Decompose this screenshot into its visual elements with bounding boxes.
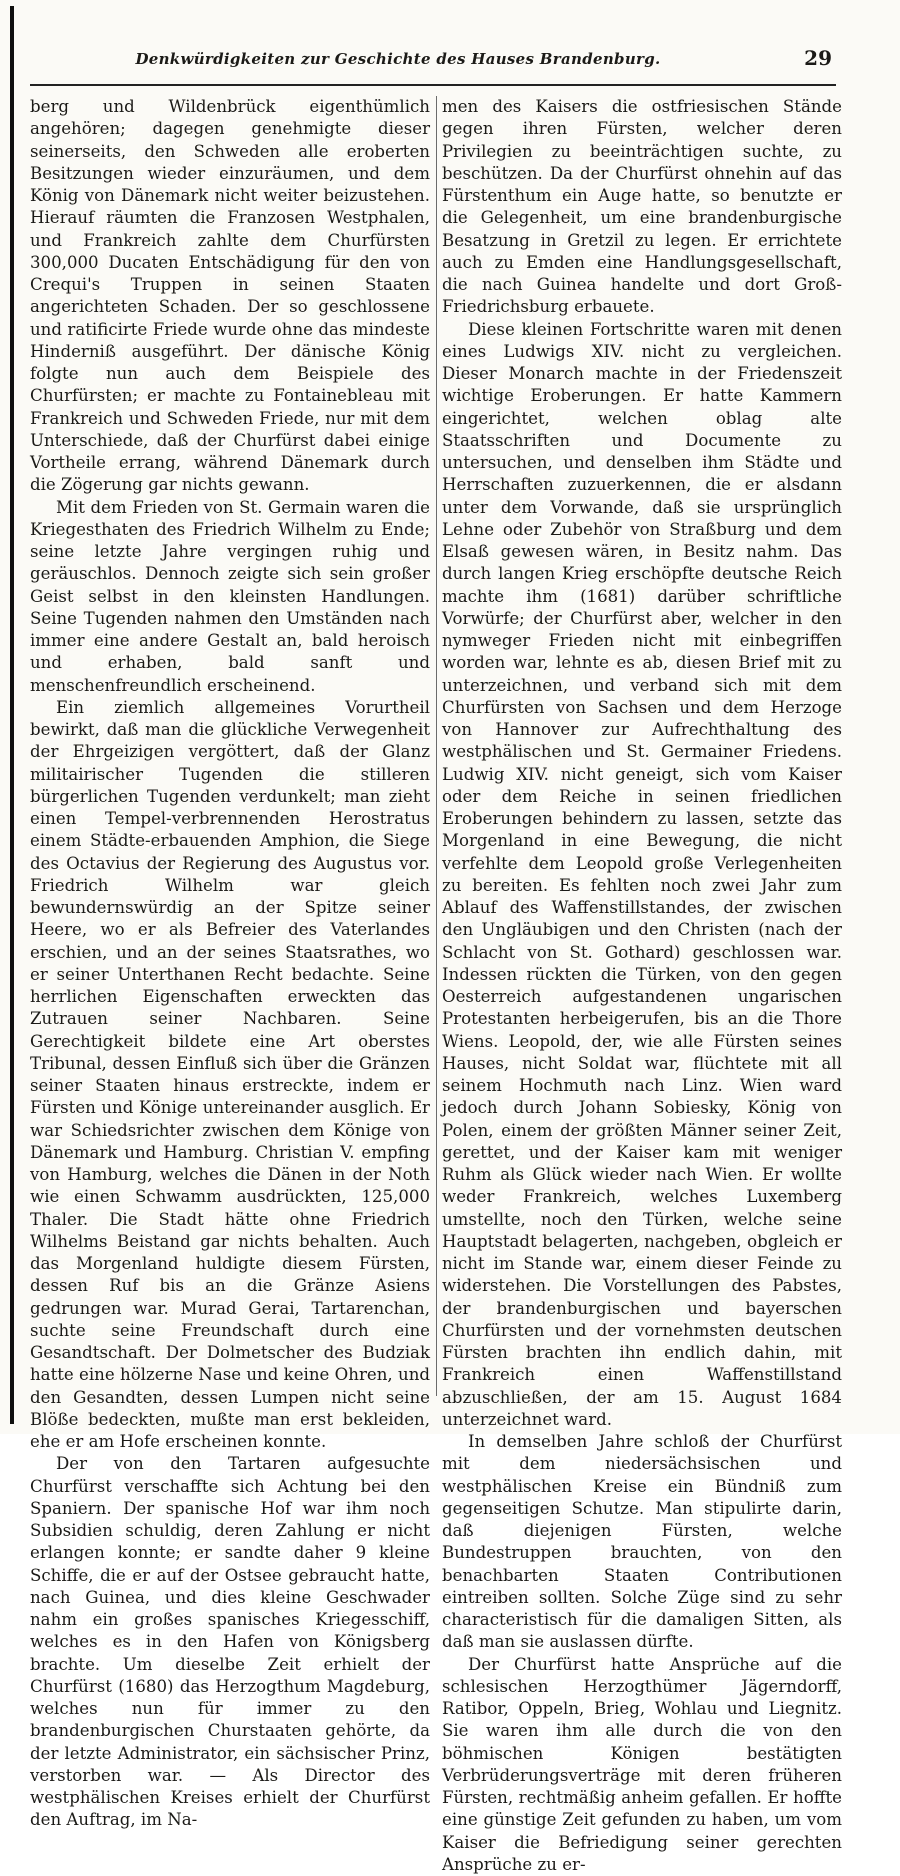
paragraph: berg und Wildenbrück eigenthümlich angehören; dagegen genehmigte dieser seinerseits, den Schweden alle eroberten Besitzungen wieder einzuräumen, und dem König von Dänemark nicht weiter beizustehen. Hierauf räumten die Franzosen Westphalen, und Frankreich zahlte dem Churfürsten 300,000 Ducaten Entschädigung für den von Crequi's Truppen in seinen Staaten angerichteten Schaden. Der so geschlossene und ratificirte Friede wurde ohne das mindeste Hinderniß ausgeführt. Der dänische König folgte nun auch dem Beispiele des Churfürsten; er machte zu Fontainebleau mit Frankreich und Schweden Friede, nur mit dem Unterschiede, daß der Churfürst dabei einige Vortheile errang, während Dänemark durch die Zögerung gar nichts gewann. [30, 96, 430, 497]
paragraph: Der von den Tartaren aufgesuchte Churfürst verschaffte sich Achtung bei den Spaniern. Der spanische Hof war ihm noch Subsidien schuldig, deren Zahlung er nicht erlangen konnte; er sandte daher 9 kleine Schiffe, die er auf der Ostsee gebraucht hatte, nach Guinea, und dies kleine Geschwader nahm ein großes spanisches Kriegesschiff, welches es in den Hafen von Königsberg brachte. Um dieselbe Zeit erhielt der Churfürst (1680) das Herzogthum Magdeburg, welches nun für immer zu den brandenburgischen Churstaaten gehörte, da der letzte Administrator, ein sächsischer Prinz, verstorben war. — Als Director des westphälischen Kreises erhielt der Churfürst den Auftrag, im Na- [30, 1453, 430, 1831]
left-column [30, 96, 430, 1832]
paragraph: Diese kleinen Fortschritte waren mit denen eines Ludwigs XIV. nicht zu vergleichen. Dieser Monarch machte in der Friedenszeit wichtige Eroberungen. Er hatte Kammern eingerichtet, welchen oblag alte Staatsschriften und Documente zu untersuchen, und denselben ihm Städte und Herrschaften zuzuerkennen, die er alsdann unter dem Vorwande, daß sie ursprünglich Lehne oder Zubehör von Straßburg und dem Elsaß gewesen wären, in Besitz nahm. Das durch langen Krieg erschöpfte deutsche Reich machte ihm (1681) darüber schriftliche Vorwürfe; der Churfürst aber, welcher in den nymweger Frieden nicht mit einbegriffen worden war, lehnte es ab, diesen Brief mit zu unterzeichnen, und verband sich mit dem Churfürsten von Sachsen und dem Herzoge von Hannover zur Aufrechthaltung des westphälischen und St. Germainer Friedens. Ludwig XIV. nicht geneigt, sich vom Kaiser oder dem Reiche in seinen friedlichen Eroberungen behindern zu lassen, setzte das Morgenland in eine Bewegung, die nicht verfehlte dem Leopold große Verlegenheiten zu bereiten. Es fehlten noch zwei Jahr zum Ablauf des Waffenstillstandes, der zwischen den Ungläubigen und den Christen (nach der Schlacht von St. Gothard) geschlossen war. Indessen rückten die Türken, von den gegen Oesterreich aufgestandenen ungarischen Protestanten herbeigerufen, bis an die Thore Wiens. Leopold, der, wie alle Fürsten seines Hauses, nicht Soldat war, flüchtete mit all seinem Hochmuth nach Linz. Wien ward jedoch durch Johann Sobiesky, König von Polen, einem der größten Männer seiner Zeit, gerettet, und der Kaiser kam mit weniger Ruhm als Glück wieder nach Wien. Er wollte weder Frankreich, welches Luxemberg umstellte, noch den Türken, welche seine Hauptstadt belagerten, nachgeben, obgleich er nicht im Stande war, einem dieser Feinde zu widerstehen. Die Vorstellungen des Pabstes, der brandenburgischen und bayerschen Churfürsten und der vornehmsten deutschen Fürsten brachten ihn endlich dahin, mit Frankreich einen Waffenstillstand abzuschließen, der am 15. August 1684 unterzeichnet ward. [442, 319, 842, 1432]
paragraph: Ein ziemlich allgemeines Vorurtheil bewirkt, daß man die glückliche Verwegenheit der Ehrgeizigen vergöttert, daß der Glanz militairischer Tugenden die stilleren bürgerlichen Tugenden verdunkelt; man zieht einen Tempel-verbrennenden Herostratus einem Städte-erbauenden Amphion, die Siege des Octavius der Regierung des Augustus vor. Friedrich Wilhelm war gleich bewundernswürdig an der Spitze seiner Heere, wo er als Befreier des Vaterlandes erschien, und an der seines Staatsrathes, wo er seiner Unterthanen Recht bedachte. Seine herrlichen Eigenschaften erweckten das Zutrauen seiner Nachbaren. Seine Gerechtigkeit bildete eine Art oberstes Tribunal, dessen Einfluß sich über die Gränzen seiner Staaten hinaus erstreckte, indem er Fürsten und Könige untereinander ausglich. Er war Schiedsrichter zwischen dem Könige von Dänemark und Hamburg. Christian V. empfing von Hamburg, welches die Dänen in der Noth wie einen Schwamm ausdrückten, 125,000 Thaler. Die Stadt hätte ohne Friedrich Wilhelms Beistand gar nichts behalten. Auch das Morgenland huldigte diesem Fürsten, dessen Ruf bis an die Gränze Asiens gedrungen war. Murad Gerai, Tartarenchan, suchte seine Freundschaft durch eine Gesandtschaft. Der Dolmetscher des Budziak hatte eine hölzerne Nase und keine Ohren, und den Gesandten, dessen Lumpen nicht seine Blöße bedeckten, mußte man erst bekleiden, ehe er am Hofe erscheinen konnte. [30, 697, 430, 1454]
paragraph: In demselben Jahre schloß der Churfürst mit dem niedersächsischen und westphälischen Kreise ein Bündniß zum gegenseitigen Schutze. Man stipulirte darin, daß diejenigen Fürsten, welche Bundestruppen brauchten, von den benachbarten Staaten Contributionen eintreiben sollten. Solche Züge sind zu sehr characteristisch für die damaligen Sitten, als daß man sie auslassen dürfte. [442, 1431, 842, 1654]
paragraph: Mit dem Frieden von St. Germain waren die Kriegesthaten des Friedrich Wilhelm zu Ende; seine letzte Jahre vergingen ruhig und geräuschlos. Dennoch zeigte sich sein großer Geist selbst in den kleinsten Handlungen. Seine Tugenden nahmen den Umständen nach immer eine andere Gestalt an, bald heroisch und erhaben, bald sanft und menschenfreundlich erscheinend. [30, 497, 430, 697]
right-column [442, 96, 842, 1876]
page-header [30, 44, 836, 86]
page-number: 29 [804, 46, 832, 70]
paragraph: men des Kaisers die ostfriesischen Stände gegen ihren Fürsten, welcher deren Privilegien zu beeinträchtigen suchte, zu beschützen. Da der Churfürst ohnehin auf das Fürstenthum ein Auge hatte, so benutzte er die Gelegenheit, um eine brandenburgische Besatzung in Gretzil zu legen. Er errichtete auch zu Emden eine Handlungsgesellschaft, die nach Guinea handelte und dort Groß-Friedrichsburg erbauete. [442, 96, 842, 319]
running-title: Denkwürdigkeiten zur Geschichte des Hauses Brandenburg. [30, 50, 766, 68]
column-divider [436, 96, 437, 1396]
paragraph: Der Churfürst hatte Ansprüche auf die schlesischen Herzogthümer Jägerndorff, Ratibor, Oppeln, Brieg, Wohlau und Liegnitz. Sie waren ihm alle durch die von den böhmischen Königen bestätigten Verbrüderungsverträge mit deren früheren Fürsten, rechtmäßig anheim gefallen. Er hoffte eine günstige Zeit gefunden zu haben, um vom Kaiser die Befriedigung seiner gerechten Ansprüche zu er- [442, 1654, 842, 1876]
